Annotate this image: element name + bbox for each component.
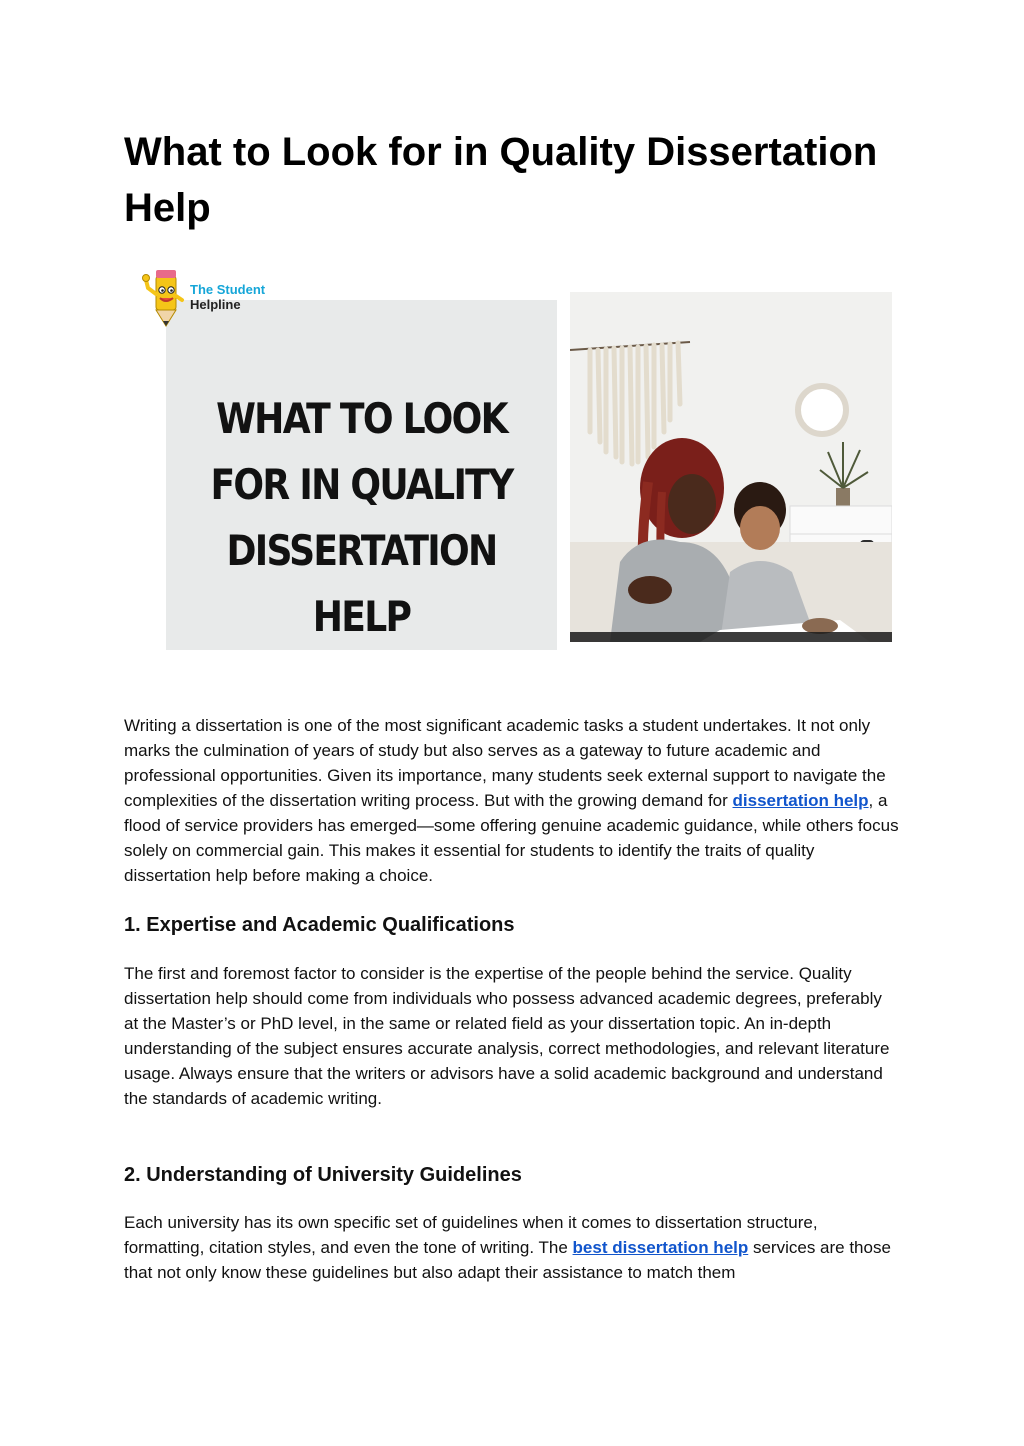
dissertation-help-link[interactable]: dissertation help (732, 791, 869, 810)
intro-text-start: Writing a dissertation is one of the most significant academic tasks a student undertakes. It not only marks the culmination of years of study but also serves as a gateway to future academic and professional opportunities. Given its importance, many students seek external support to navigate the complexities of the dissertation writing process. But with the growing demand for (124, 716, 886, 810)
banner-line: HELP (312, 592, 411, 641)
logo-text-bottom: Helpline (190, 297, 241, 312)
banner-line: WHAT TO LOOK (216, 394, 507, 443)
section-heading-guidelines: 2. Understanding of University Guidelines (124, 1164, 522, 1186)
expertise-paragraph: The first and foremost factor to consider is the expertise of the people behind the service. Quality dissertation help should come from individuals who possess advanced academic degrees, preferably at the Master’s or PhD level, in the same or related field as your dissertation topic. An in-depth understanding of the subject ensures accurate analysis, correct methodologies, and relevant literature usage. Always ensure that the writers or advisors have a solid academic background and understand the standards of academic writing. (124, 964, 890, 1108)
banner-text-panel (166, 300, 557, 650)
intro-paragraph (124, 713, 900, 888)
banner-panel-title (193, 386, 529, 650)
guidelines-text-start: Each university has its own specific set of guidelines when it comes to dissertation structure, formatting, citation styles, and even the tone of writing. The (124, 1213, 818, 1257)
banner-image (140, 266, 896, 656)
best-dissertation-help-link[interactable]: best dissertation help (572, 1238, 749, 1257)
banner-line: DISSERTATION (226, 526, 497, 575)
banner-line: FOR IN QUALITY (210, 460, 513, 509)
section-heading-expertise: 1. Expertise and Academic Qualifications (124, 914, 515, 936)
student-helpline-logo (140, 266, 290, 330)
logo-text-top: The Student (190, 282, 266, 297)
page-title: What to Look for in Quality Dissertation Help (124, 130, 878, 230)
guidelines-text-end: services are those that not only know these guidelines but also adapt their assistance to match them (124, 1238, 891, 1282)
pencil-mascot-icon (140, 266, 190, 330)
intro-text-end: , a flood of service providers has emerged—some offering genuine academic guidance, while others focus solely on commercial gain. This makes it essential for students to identify the traits of quality dissertation help before making a choice. (124, 791, 899, 885)
guidelines-paragraph (124, 1210, 900, 1285)
mother-child-studying-photo (570, 292, 892, 642)
